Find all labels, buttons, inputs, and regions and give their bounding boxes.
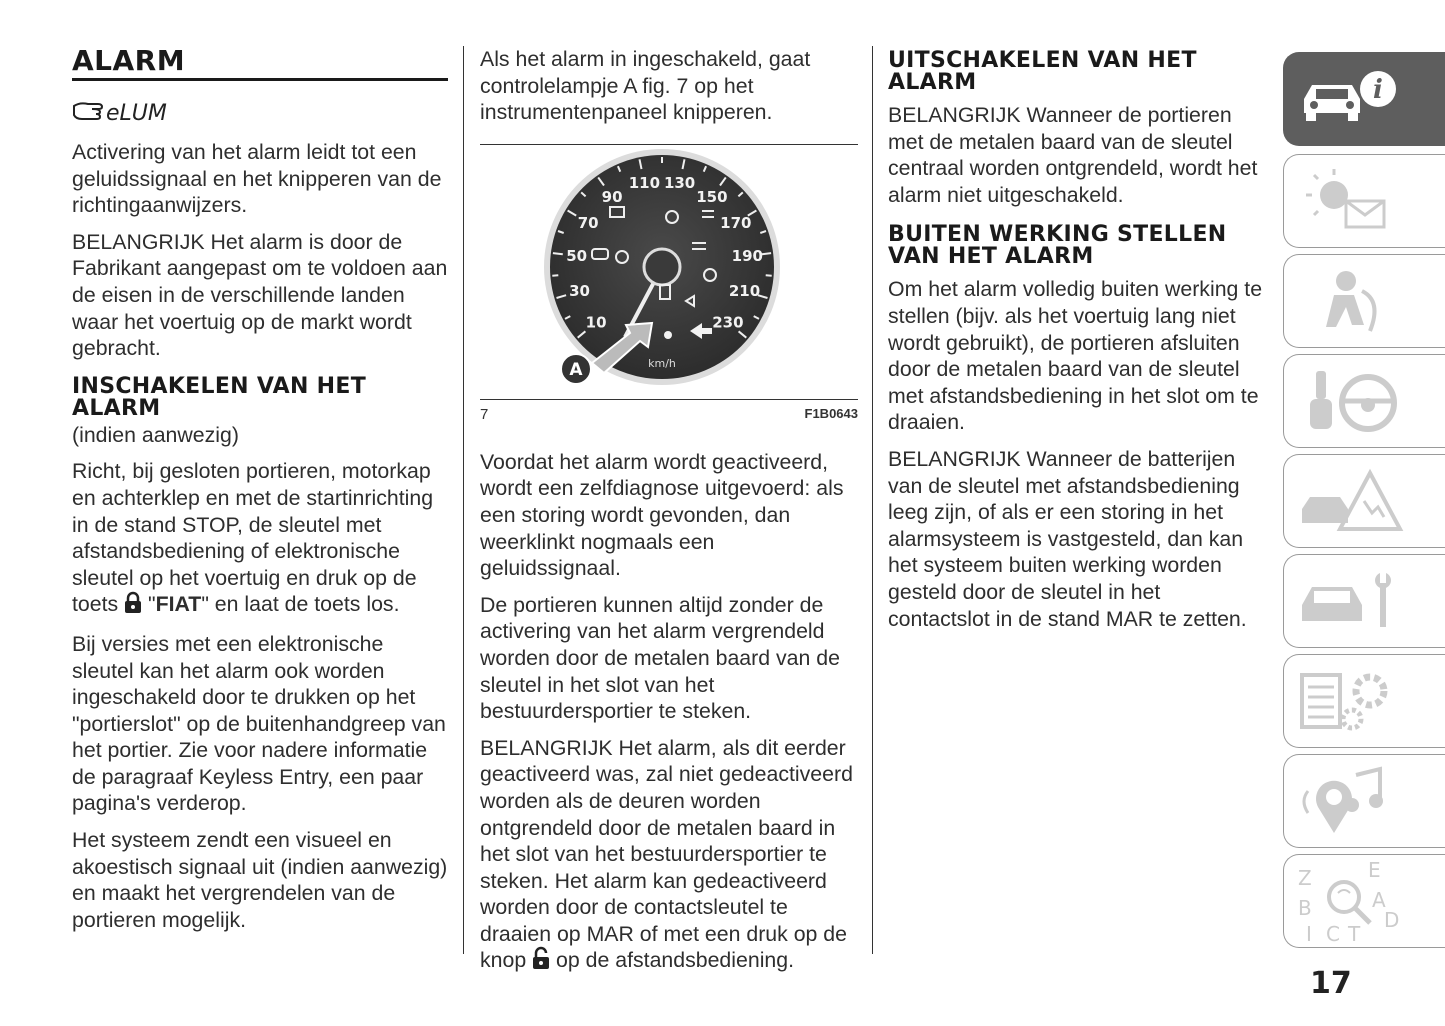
elum-hand-icon	[72, 89, 448, 129]
svg-text:B: B	[1298, 896, 1312, 920]
speed-tick-label: 30	[569, 281, 590, 300]
paragraph: Bij versies met een elektronische sleutel kan het alarm ook worden ingeschakeld door te drukken op het "portierslot" op de buitenhandgreep van het portier. Zie voor nadere informatie de paragraaf Keyless Entry, een paar pagina's verderop.	[72, 631, 446, 816]
speed-tick-label: 10	[585, 313, 607, 332]
heading-buiten-werking: BUITEN WERKING STELLEN VAN HET ALARM	[888, 222, 1227, 270]
figure-speedometer	[480, 144, 858, 400]
column-divider	[463, 46, 464, 954]
alarm-led	[664, 331, 672, 339]
tab-index[interactable]	[1283, 854, 1445, 948]
paragraph: Activering van het alarm leidt tot een geluidssignaal en het knipperen van de richtingaanwijzers.	[72, 140, 442, 218]
tab-knowledge[interactable]	[1283, 52, 1445, 146]
technical-data-icon	[1294, 661, 1404, 741]
speed-tick-label: 210	[728, 281, 761, 300]
speed-tick-label: 90	[601, 187, 623, 206]
svg-text:I: I	[1306, 922, 1312, 946]
tab-safety[interactable]	[1283, 254, 1445, 348]
tab-lights[interactable]	[1283, 154, 1445, 248]
lights-message-icon	[1294, 161, 1404, 241]
heading-inschakelen: INSCHAKELEN VAN HET ALARM	[72, 373, 366, 421]
speed-tick-label: 190	[731, 246, 763, 265]
tab-starting[interactable]	[1283, 354, 1445, 448]
paragraph: Als het alarm in ingeschakeld, gaat controlelampje A fig. 7 op het instrumentenpaneel knipperen.	[480, 47, 811, 125]
multimedia-icon	[1294, 761, 1404, 841]
svg-text:D: D	[1384, 908, 1400, 932]
paragraph: BELANGRIJK Het alarm is door de Fabrikant aangepast om te voldoen aan de eisen in de verschillende landen waar het voertuig op de markt wordt gebracht.	[72, 229, 448, 361]
heading-uitschakelen: UITSCHAKELEN VAN HET ALARM	[888, 48, 1197, 95]
figure-code: F1B0643	[804, 405, 858, 421]
lock-closed-icon	[124, 592, 142, 621]
paragraph: BELANGRIJK Het alarm, als dit eerder geactiveerd was, zal niet gedeactiveerd worden als de deuren worden ontgrendeld door de metalen baard in het slot van het bestuurdersportier te steken. Het alarm kan gedeactiveerd worden door de contactsleutel te draaien op MAR of met een druk op de knop op de afstandsbediening.	[480, 735, 858, 977]
section-title: ALARM	[72, 44, 186, 77]
paragraph: Richt, bij gesloten portieren, motorkap en achterklep en met de startinrichting in de stand STOP, de sleutel met afstandsbediening of elektronische sleutel op het voertuig en druk op de toets "FIAT" en laat de toets los.	[72, 458, 448, 621]
speed-tick-mark	[553, 253, 563, 254]
lock-open-icon	[532, 948, 550, 977]
svg-text:E: E	[1368, 858, 1381, 882]
speed-tick-label: 230	[712, 313, 744, 332]
page-number: 17	[1310, 966, 1352, 1001]
svg-text:Z: Z	[1298, 866, 1312, 890]
needle-hub	[644, 249, 680, 285]
emergency-icon	[1294, 461, 1404, 541]
speed-tick-label: 170	[720, 213, 752, 232]
paragraph: Voordat het alarm wordt geactiveerd, wordt een zelfdiagnose uitgevoerd: als een storing wordt gevonden, dan weerklinkt nogmaals een geluidssignaal.	[480, 449, 844, 581]
speed-tick-label: 150	[696, 187, 728, 206]
key-steering-icon	[1294, 361, 1404, 441]
column-divider	[872, 46, 873, 954]
speedometer-illustration	[480, 145, 858, 399]
speed-unit: km/h	[648, 356, 676, 370]
speed-tick-mark	[552, 275, 558, 276]
subheading-note: (indien aanwezig)	[72, 422, 239, 447]
callout-label: A	[569, 359, 583, 380]
figure-number: 7	[480, 405, 489, 423]
tab-multimedia[interactable]	[1283, 754, 1445, 848]
speed-tick-label: 130	[663, 173, 696, 192]
svg-text:i: i	[1373, 75, 1383, 105]
paragraph: BELANGRIJK Wanneer de portieren met de metalen baard van de sleutel centraal worden ontgrendeld, wordt het alarm niet uitgeschakeld.	[888, 103, 1258, 207]
paragraph: De portieren kunnen altijd zonder de activering van het alarm vergrendeld worden door de metalen baard van de sleutel in het slot van het bestuurdersportier te steken.	[480, 592, 840, 724]
index-icon	[1294, 858, 1404, 946]
column-left	[72, 46, 448, 943]
column-right	[888, 50, 1266, 642]
paragraph: BELANGRIJK Wanneer de batterijen van de sleutel met afstandsbediening leeg zijn, of als er een storing in het alarmsysteem is vastgesteld, dan kan het systeem buiten werking worden gesteld door de sleutel in het contactslot in de stand MAR te zetten.	[888, 446, 1247, 631]
column-middle	[480, 46, 858, 987]
tab-emergency[interactable]	[1283, 454, 1445, 548]
airbag-seat-icon	[1294, 261, 1404, 341]
svg-text:eLUM: eLUM	[106, 101, 167, 126]
title-underline	[72, 78, 448, 81]
tab-maintenance[interactable]	[1283, 554, 1445, 648]
svg-text:A: A	[1372, 888, 1386, 912]
speed-tick-label: 70	[577, 213, 599, 232]
car-info-icon	[1294, 59, 1404, 139]
speed-tick-label: 50	[566, 246, 588, 265]
speed-tick-label: 110	[628, 173, 661, 192]
paragraph: Om het alarm volledig buiten werking te stellen (bijv. als het voertuig lang niet wordt gebruikt), de portieren afsluiten door de metalen baard van de sleutel met afstandsbediening in het slot om te draaien.	[888, 277, 1263, 435]
tab-technical[interactable]	[1283, 654, 1445, 748]
svg-text:T: T	[1348, 922, 1361, 946]
figure-caption	[480, 406, 858, 423]
paragraph: Het systeem zendt een visueel en akoestisch signaal uit (indien aanwezig) en maakt het vergrendelen van de portieren mogelijk.	[72, 828, 448, 932]
maintenance-icon	[1294, 561, 1404, 641]
speed-tick-mark	[766, 275, 772, 276]
svg-text:C: C	[1326, 922, 1340, 946]
